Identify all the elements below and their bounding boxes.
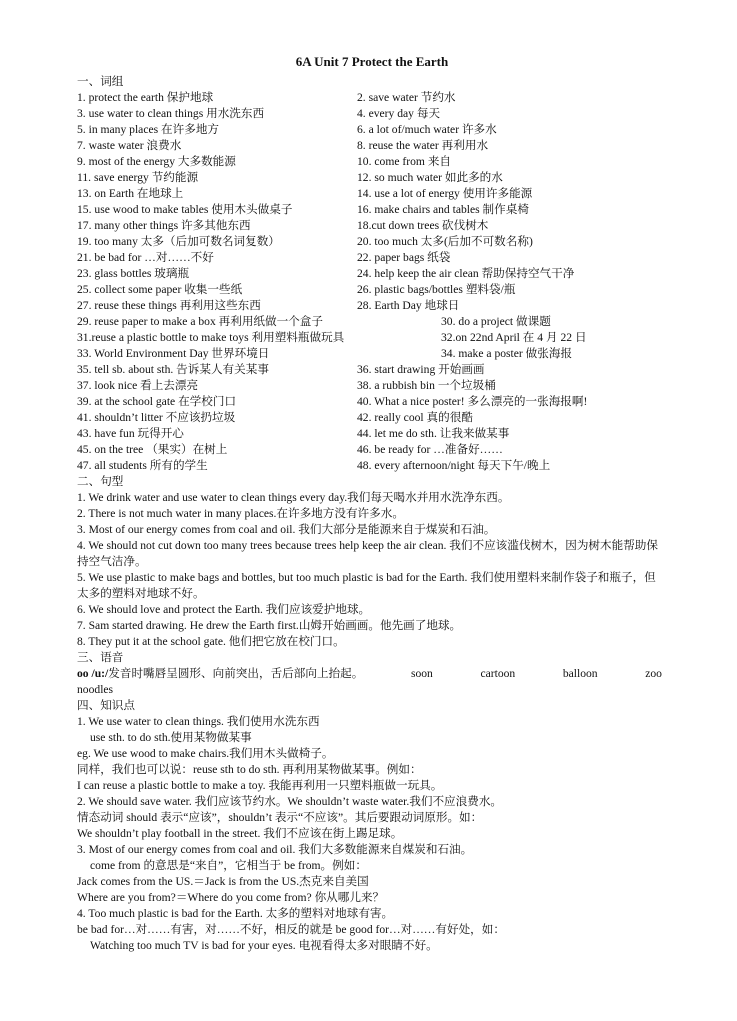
vocab-item: 45. on the tree （果实）在树上 (77, 443, 228, 456)
sentence-item: 5. We use plastic to make bags and bottles, but too much plastic is bad for the Earth. 我们使用塑料来制作袋子和瓶子，但太多的塑料对地球不好。 (77, 571, 656, 600)
vocab-row (77, 410, 667, 426)
vocab-item: 27. reuse these things 再利用这些东西 (77, 299, 261, 312)
vocab-item: 18.cut down trees 砍伐树木 (357, 219, 489, 232)
vocab-item: 9. most of the energy 大多数能源 (77, 155, 236, 168)
vocab-row (77, 122, 667, 138)
vocab-item: 24. help keep the air clean 帮助保持空气干净 (357, 267, 575, 280)
vocab-item: 14. use a lot of energy 使用许多能源 (357, 187, 533, 200)
vocab-item: 37. look nice 看上去漂亮 (77, 379, 199, 392)
vocab-item: 39. at the school gate 在学校门口 (77, 395, 237, 408)
phonics-word: soon (410, 667, 433, 680)
section-heading-vocab: 一、词组 (77, 75, 124, 88)
vocab-row (77, 330, 667, 346)
document-title: 6A Unit 7 Protect the Earth (295, 54, 449, 69)
vocab-item: 47. all students 所有的学生 (77, 459, 208, 472)
vocab-item: 30. do a project 做课题 (441, 315, 551, 328)
vocab-item: 10. come from 来自 (357, 155, 452, 168)
vocab-item: 29. reuse paper to make a box 再利用纸做一个盒子 (77, 315, 323, 328)
phonics-word-wrap: noodles (77, 683, 114, 696)
knowledge-line: 情态动词 should 表示“应该”，shouldn’t 表示“不应该”。其后要跟动词原形。如： (77, 811, 483, 824)
knowledge-line: 3. Most of our energy comes from coal and oil. 我们大多数能源来自煤炭和石油。 (77, 843, 473, 856)
vocab-row (77, 90, 667, 106)
vocab-item: 11. save energy 节约能源 (77, 171, 199, 184)
phonics-word: zoo (645, 667, 662, 680)
vocab-item: 33. World Environment Day 世界环境日 (77, 347, 270, 360)
section-heading-phonics: 三、语音 (77, 651, 124, 664)
vocab-item: 38. a rubbish bin 一个垃圾桶 (357, 379, 496, 392)
vocab-item: 7. waste water 浪费水 (77, 139, 182, 152)
vocab-item: 31.reuse a plastic bottle to make toys 利用塑料瓶做玩具 (77, 331, 345, 344)
section-heading-sentences: 二、句型 (77, 475, 124, 488)
vocab-item: 15. use wood to make tables 使用木头做桌子 (77, 203, 293, 216)
vocab-row (77, 346, 667, 362)
vocab-item: 12. so much water 如此多的水 (357, 171, 503, 184)
vocab-row (77, 266, 667, 282)
knowledge-line: use sth. to do sth.使用某物做某事 (90, 731, 252, 744)
vocab-item: 41. shouldn’t litter 不应该扔垃圾 (77, 411, 236, 424)
phonics-line (77, 666, 662, 682)
phonics-word: balloon (562, 667, 598, 680)
vocab-item: 25. collect some paper 收集一些纸 (77, 283, 243, 296)
vocab-item: 13. on Earth 在地球上 (77, 187, 184, 200)
knowledge-line: 1. We use water to clean things. 我们使用水洗东西 (77, 715, 320, 728)
vocab-row (77, 186, 667, 202)
knowledge-line: I can reuse a plastic bottle to make a toy. 我能再利用一只塑料瓶做一玩具。 (77, 779, 443, 792)
vocab-item: 5. in many places 在许多地方 (77, 123, 220, 136)
knowledge-line: be bad for…对……有害，对……不好，相反的就是 be good for…对……有好处，如： (77, 923, 505, 936)
vocab-row (77, 202, 667, 218)
vocab-item: 21. be bad for …对……不好 (77, 251, 214, 264)
sentence-item: 2. There is not much water in many places.在许多地方没有许多水。 (77, 507, 404, 520)
vocab-item: 8. reuse the water 再利用水 (357, 139, 489, 152)
vocab-row (77, 218, 667, 234)
vocab-row (77, 442, 667, 458)
vocab-row (77, 394, 667, 410)
vocab-row (77, 282, 667, 298)
phonics-rule-text: 发音时嘴唇呈圆形、向前突出，舌后部向上抬起。 (108, 667, 364, 680)
vocab-item: 35. tell sb. about sth. 告诉某人有关某事 (77, 363, 269, 376)
knowledge-line: Where are you from?＝Where do you come from? 你从哪儿来？ (77, 891, 385, 904)
phonics-word: cartoon (480, 667, 516, 680)
phonics-rule (77, 666, 363, 682)
vocab-item: 19. too many 太多（后加可数名词复数） (77, 235, 280, 248)
vocab-item: 32.on 22nd April 在 4 月 22 日 (441, 331, 587, 344)
vocab-item: 44. let me do sth. 让我来做某事 (357, 427, 510, 440)
vocab-row (77, 234, 667, 250)
vocab-item: 40. What a nice poster! 多么漂亮的一张海报啊! (357, 395, 588, 408)
sentence-item: 4. We should not cut down too many trees because trees help keep the air clean. 我们不应该滥伐树木，因为树木能帮助保持空气洁净。 (77, 539, 658, 568)
knowledge-line: 4. Too much plastic is bad for the Earth. 太多的塑料对地球有害。 (77, 907, 394, 920)
vocab-item: 20. too much 太多(后加不可数名称) (357, 235, 533, 248)
vocab-row (77, 426, 667, 442)
vocab-item: 43. have fun 玩得开心 (77, 427, 184, 440)
vocab-row (77, 362, 667, 378)
vocab-item: 4. every day 每天 (357, 107, 441, 120)
vocab-item: 1. protect the earth 保护地球 (77, 91, 214, 104)
vocab-item: 3. use water to clean things 用水洗东西 (77, 107, 265, 120)
sentence-item: 7. Sam started drawing. He drew the Earth first.山姆开始画画。他先画了地球。 (77, 619, 462, 632)
vocab-item: 46. be ready for …准备好…… (357, 443, 503, 456)
sentence-item: 1. We drink water and use water to clean things every day.我们每天喝水并用水洗净东西。 (77, 491, 510, 504)
knowledge-line: 2. We should save water. 我们应该节约水。We shouldn’t waste water.我们不应浪费水。 (77, 795, 503, 808)
vocab-item: 28. Earth Day 地球日 (357, 299, 460, 312)
vocab-row (77, 458, 667, 474)
vocab-item: 34. make a poster 做张海报 (441, 347, 573, 360)
vocab-item: 42. really cool 真的很酷 (357, 411, 473, 424)
knowledge-line: come from 的意思是“来自”，它相当于 be from。例如： (90, 859, 367, 872)
phonics-sound: oo /u:/ (77, 667, 109, 680)
knowledge-line: We shouldn’t play football in the street. 我们不应该在街上踢足球。 (77, 827, 403, 840)
vocab-row (77, 250, 667, 266)
vocab-row (77, 170, 667, 186)
document-page (77, 54, 667, 954)
vocab-item: 26. plastic bags/bottles 塑料袋/瓶 (357, 283, 516, 296)
vocab-item: 17. many other things 许多其他东西 (77, 219, 251, 232)
knowledge-line: Jack comes from the US.＝Jack is from the US.杰克来自美国 (77, 875, 369, 888)
vocab-row (77, 378, 667, 394)
vocab-row (77, 106, 667, 122)
vocab-item: 16. make chairs and tables 制作桌椅 (357, 203, 529, 216)
knowledge-line: Watching too much TV is bad for your eyes. 电视看得太多对眼睛不好。 (90, 939, 438, 952)
vocab-row (77, 138, 667, 154)
sentence-item: 3. Most of our energy comes from coal and oil. 我们大部分是能源来自于煤炭和石油。 (77, 523, 496, 536)
knowledge-line: 同样，我们也可以说：reuse sth to do sth. 再利用某物做某事。例如： (77, 763, 422, 776)
vocab-row (77, 154, 667, 170)
vocab-row (77, 314, 667, 330)
knowledge-line: eg. We use wood to make chairs.我们用木头做椅子。 (77, 747, 334, 760)
vocab-item: 48. every afternoon/night 每天下午/晚上 (357, 459, 551, 472)
vocab-item: 22. paper bags 纸袋 (357, 251, 451, 264)
sentence-item: 6. We should love and protect the Earth. 我们应该爱护地球。 (77, 603, 371, 616)
knowledge-list (77, 714, 667, 954)
vocab-row (77, 298, 667, 314)
sentence-item: 8. They put it at the school gate. 他们把它放在校门口。 (77, 635, 345, 648)
vocab-item: 2. save water 节约水 (357, 91, 456, 104)
vocab-item: 23. glass bottles 玻璃瓶 (77, 267, 190, 280)
vocab-table (77, 90, 667, 474)
section-heading-knowledge: 四、知识点 (77, 699, 135, 712)
vocab-item: 36. start drawing 开始画画 (357, 363, 485, 376)
sentence-list (77, 490, 667, 650)
vocab-item: 6. a lot of/much water 许多水 (357, 123, 497, 136)
